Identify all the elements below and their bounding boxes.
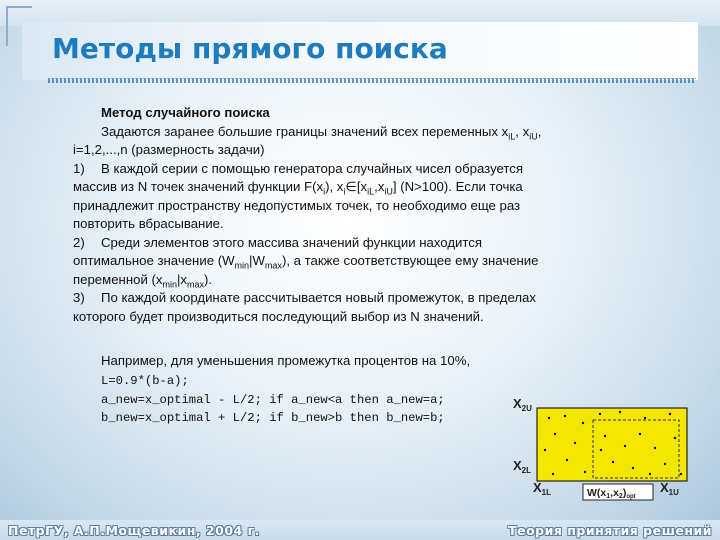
code-block (101, 372, 445, 428)
title-underline (48, 78, 696, 83)
item-2-line-2: оптимальное значение $(W_{min}|W_{max})$, а также соответствующее ему значение (73, 253, 539, 271)
item-1-line-4: повторить вбрасывание. (73, 216, 224, 231)
code-line-1: L=0.9*(b-a); (101, 374, 189, 388)
item-1-line-1: 1) В каждой серии с помощью генератора случайных чисел образуется (73, 160, 524, 176)
code-line-3: b_new=x_optimal + L/2; if b_new>b then b_new=b; (101, 411, 445, 425)
x2u-label: $X_{2U}$ (513, 396, 532, 413)
item-2-line-3: переменной $(x_{min}|x_{max})$. (73, 271, 213, 290)
item-3-line-2: которого будет производиться последующий выбор из N значений. (73, 308, 484, 324)
item-3-line-1: 3) По каждой координате рассчитывается новый промежуток, в пределах (73, 290, 536, 305)
search-region-fill (537, 408, 687, 481)
x2l-label: $X_{2L}$ (513, 458, 532, 475)
example-text: Например, для уменьшения промежутка процентов на 10%, (101, 353, 471, 368)
search-region-diagram (505, 388, 695, 508)
footer-course: Теория принятия решений (508, 523, 712, 538)
intro-line-2: i=1,2,...,n (размерность задачи) (73, 142, 265, 157)
footer-author: ПетрГУ, А.П.Мощевикин, 2004 г. (8, 523, 260, 538)
code-line-2: a_new=x_optimal - L/2; if a_new<a then a_new=a; (101, 392, 445, 407)
intro-line-1: Задаются заранее большие границы значений всех переменных $x_{iL}$, $x_{iU}$, (101, 123, 542, 142)
item-1-line-3: принадлежит пространству недопустимых точек, то необходимо еще раз (73, 197, 521, 213)
item-2-line-1: 2) Среди элементов этого массива значений функции находится (73, 234, 483, 250)
x1u-label: $X_{1U}$ (660, 480, 679, 497)
x1l-label: $X_{1L}$ (533, 480, 552, 497)
slide-body (73, 104, 658, 326)
item-1-line-2: массив из N точек значений функции $F(x_i)$, $x_i\in[x_{iL},x_{iU}]$ (N>100). Если точка (73, 179, 523, 197)
w-label: W(x1,x2)opt (587, 487, 636, 500)
slide-title: Методы прямого поиска (52, 32, 448, 65)
method-heading: Метод случайного поиска (101, 105, 270, 120)
